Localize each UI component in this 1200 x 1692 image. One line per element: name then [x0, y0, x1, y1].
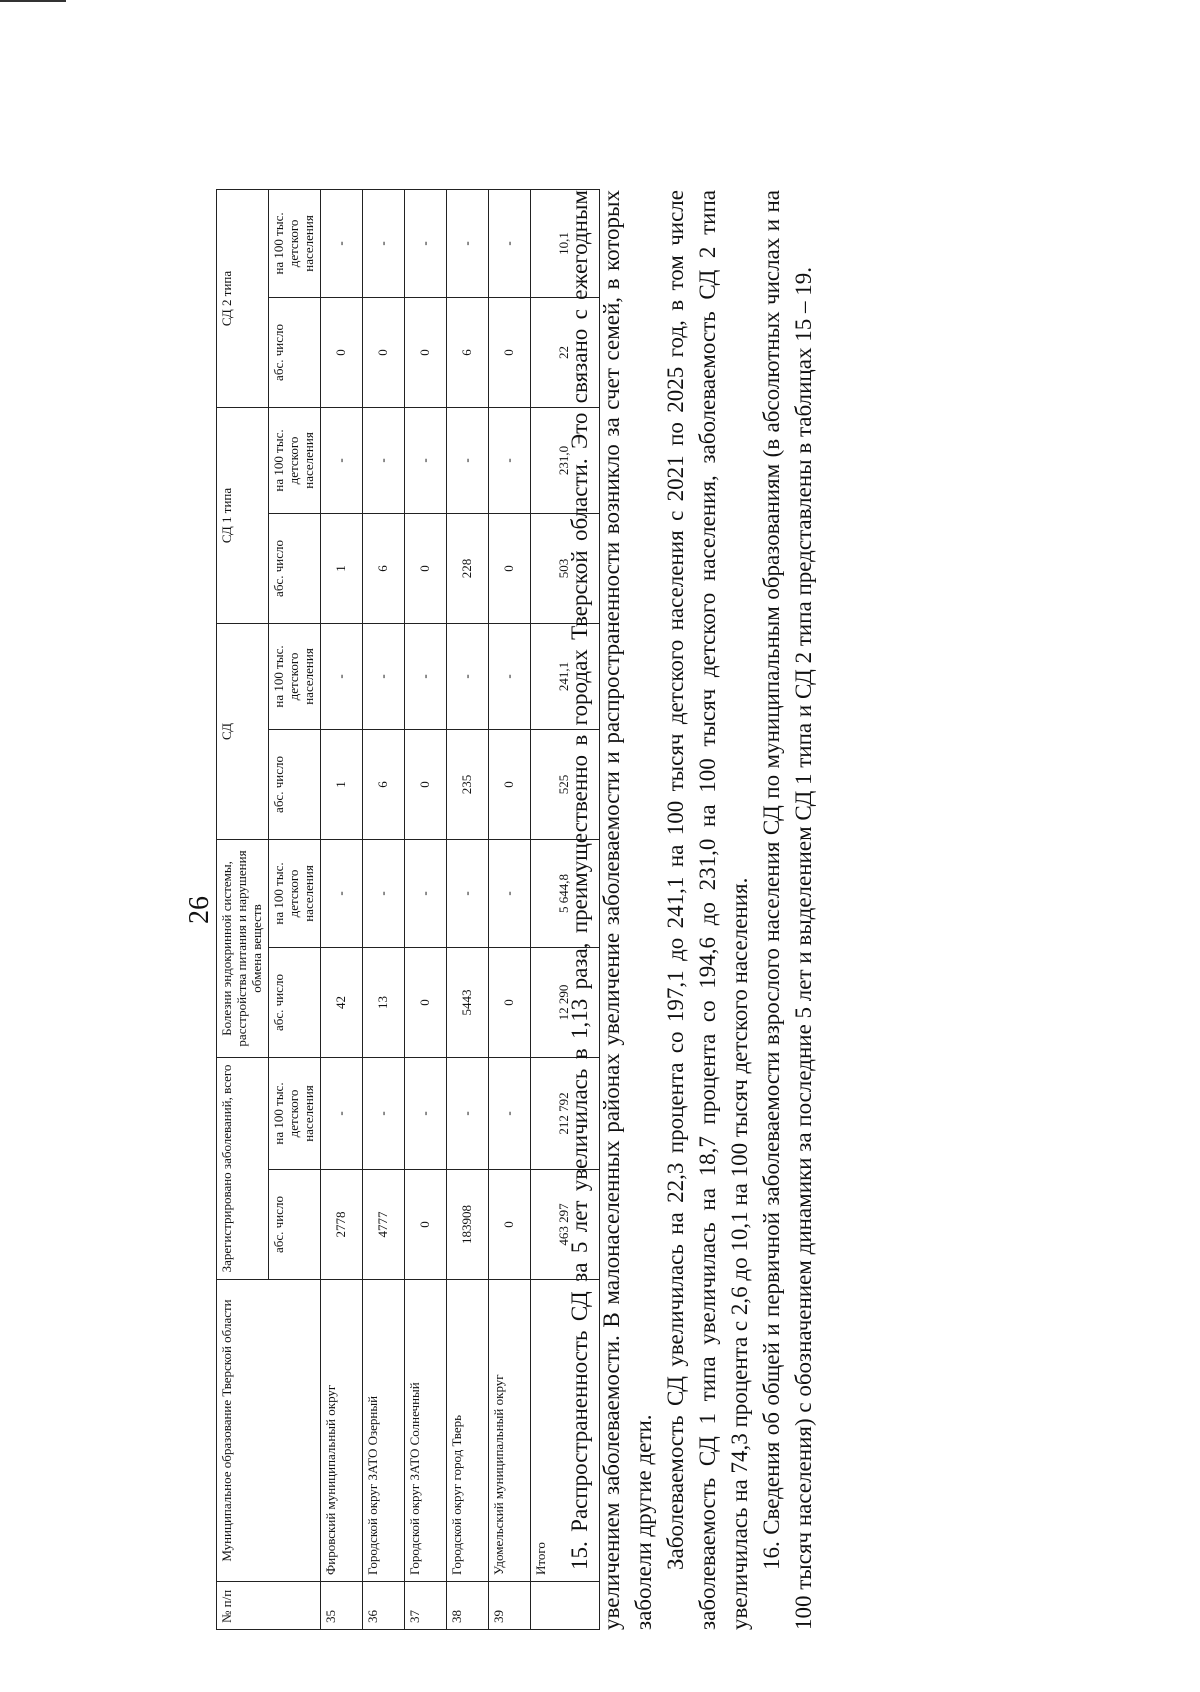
body-text	[564, 190, 820, 1630]
header-abs: абс. число	[268, 948, 320, 1058]
table-cell: -	[404, 407, 446, 513]
header-group-sd1: СД 1 типа	[217, 407, 269, 623]
table-row	[488, 189, 530, 1629]
table-cell: -	[446, 189, 488, 297]
morbidity-table	[216, 189, 600, 1630]
table-cell: 4777	[362, 1170, 404, 1280]
total-cell: 10,1	[530, 189, 599, 297]
total-cell: 463 297	[530, 1170, 599, 1280]
header-abs: абс. число	[268, 1170, 320, 1280]
table-row	[362, 189, 404, 1629]
table-cell: 0	[320, 297, 362, 407]
total-label: Итого	[530, 1280, 599, 1582]
table-cell: 0	[488, 297, 530, 407]
header-num: № п/п	[217, 1582, 321, 1630]
municipality-name: Удомельский муниципальный округ	[488, 1280, 530, 1582]
header-per100k: на 100 тыс. детского населения	[268, 623, 320, 729]
table-cell: 13	[362, 948, 404, 1058]
header-per100k: на 100 тыс. детского населения	[268, 839, 320, 947]
header-municipality: Муниципальное образование Тверской области	[217, 1280, 321, 1582]
table-row	[446, 189, 488, 1629]
paragraph-15: 15. Распространенность СД за 5 лет увеличилась в 1,13 раза, преимущественно в городах Тверской области. Это связано с ежегодным увеличением заболеваемости. В малонаселенных районах увеличение заболеваемости и распространенности возникло за счет семей, в которых заболели другие дети.	[567, 190, 656, 1630]
total-cell: 503	[530, 513, 599, 623]
page-number: 26	[184, 896, 215, 924]
total-cell: 241,1	[530, 623, 599, 729]
table-cell: 0	[404, 513, 446, 623]
table-cell: 0	[488, 729, 530, 839]
table-cell: -	[446, 1058, 488, 1170]
header-abs: абс. число	[268, 297, 320, 407]
table-cell: 1	[320, 513, 362, 623]
table-cell: -	[320, 407, 362, 513]
header-per100k: на 100 тыс. детского населения	[268, 189, 320, 297]
paragraph-incidence: Заболеваемость СД увеличилась на 22,3 процента со 197,1 до 241,1 на 100 тысяч детского населения с 2021 по 2025 год, в том числе заболеваемость СД 1 типа увеличилась на 18,7 процента со 194,6 до 231,0 на 100 тысяч детского населения, заболеваемость СД 2 типа увеличилась на 74,3 процента с 2,6 до 10,1 на 100 тысяч детского населения.	[663, 190, 752, 1630]
table-cell: 6	[362, 729, 404, 839]
table-cell: 0	[404, 948, 446, 1058]
table-cell: 0	[362, 297, 404, 407]
table-cell: -	[404, 623, 446, 729]
table-cell: 2778	[320, 1170, 362, 1280]
row-number: 37	[404, 1582, 446, 1630]
table-cell: -	[404, 189, 446, 297]
row-number: 38	[446, 1582, 488, 1630]
table-cell: 228	[446, 513, 488, 623]
header-group-sd2: СД 2 типа	[217, 189, 269, 407]
table-cell: -	[488, 407, 530, 513]
table-cell: 183908	[446, 1170, 488, 1280]
table-cell: 235	[446, 729, 488, 839]
table-cell: -	[320, 839, 362, 947]
table-cell: 5443	[446, 948, 488, 1058]
municipality-name: Фировский муниципальный округ	[320, 1280, 362, 1582]
table-cell: -	[362, 839, 404, 947]
row-number: 36	[362, 1582, 404, 1630]
table-cell: -	[404, 839, 446, 947]
table-cell: -	[488, 623, 530, 729]
table-cell: -	[446, 839, 488, 947]
table-cell: -	[320, 1058, 362, 1170]
total-cell: 22	[530, 297, 599, 407]
total-cell: 231,0	[530, 407, 599, 513]
row-number: 39	[488, 1582, 530, 1630]
table-cell: 0	[404, 729, 446, 839]
table-cell: -	[488, 1058, 530, 1170]
rotated-page-content	[166, 160, 1026, 1660]
total-cell: 212 792	[530, 1058, 599, 1170]
table-cell: -	[488, 839, 530, 947]
table-cell: 0	[404, 297, 446, 407]
table-cell: 0	[488, 513, 530, 623]
table-cell: -	[362, 623, 404, 729]
municipality-name: Городской округ город Тверь	[446, 1280, 488, 1582]
municipality-name: Городской округ ЗАТО Солнечный	[404, 1280, 446, 1582]
table-cell: -	[362, 1058, 404, 1170]
table-cell: 42	[320, 948, 362, 1058]
header-per100k: на 100 тыс. детского населения	[268, 1058, 320, 1170]
table-cell: -	[488, 189, 530, 297]
table-cell: 0	[404, 1170, 446, 1280]
header-abs: абс. число	[268, 513, 320, 623]
total-cell: 525	[530, 729, 599, 839]
municipality-name: Городской округ ЗАТО Озерный	[362, 1280, 404, 1582]
table-cell: 0	[488, 1170, 530, 1280]
row-number: 35	[320, 1582, 362, 1630]
table-cell: -	[404, 1058, 446, 1170]
table-row	[404, 189, 446, 1629]
header-per100k: на 100 тыс. детского населения	[268, 407, 320, 513]
table-cell: 0	[488, 948, 530, 1058]
header-group-endocrine: Болезни эндокринной системы, расстройства питания и нарушения обмена веществ	[217, 839, 269, 1057]
table-cell: -	[446, 623, 488, 729]
table-cell: -	[362, 407, 404, 513]
table-cell: -	[320, 189, 362, 297]
paragraph-16: 16. Сведения об общей и первичной заболеваемости взрослого населения СД по муниципальным образованиям (в абсолютных числах и на 100 тысяч населения) с обозначением динамики за последние 5 лет и выделением СД 1 типа и СД 2 типа представлены в таблицах 15 – 19.	[759, 190, 816, 1630]
total-cell: 5 644,8	[530, 839, 599, 947]
header-group-sd: СД	[217, 623, 269, 839]
total-cell: 12 290	[530, 948, 599, 1058]
table-cell: -	[320, 623, 362, 729]
table-cell: -	[446, 407, 488, 513]
header-group-total: Зарегистрировано заболеваний, всего	[217, 1058, 269, 1280]
scan-corner-mark	[0, 0, 66, 2]
table-cell: 6	[362, 513, 404, 623]
table-row	[320, 189, 362, 1629]
table-cell: 6	[446, 297, 488, 407]
table-cell: -	[362, 189, 404, 297]
table-cell: 1	[320, 729, 362, 839]
header-abs: абс. число	[268, 729, 320, 839]
